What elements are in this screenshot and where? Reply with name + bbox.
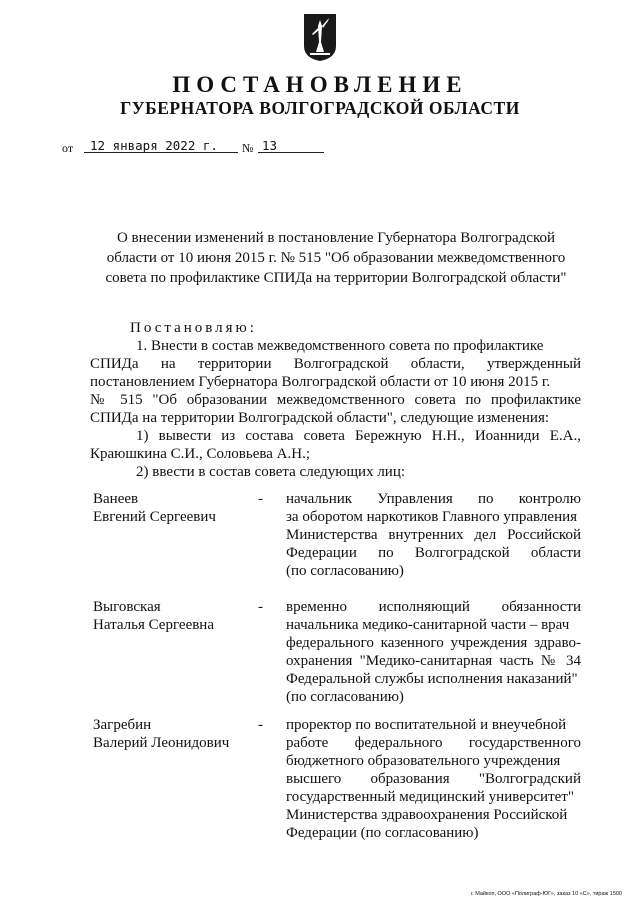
member-name	[93, 490, 253, 526]
document-title: ПОСТАНОВЛЕНИЕ	[172, 72, 468, 97]
document-body	[90, 319, 581, 481]
document-subject	[96, 228, 576, 288]
member-surname: Ванеев	[93, 491, 139, 507]
paragraph-line: СПИДа на территории Волгоградской области, утвержденный	[90, 356, 581, 372]
subject-line: О внесении изменений в постановление Губернатора Волгоградской	[116, 230, 556, 246]
role-line: Министерства внутренних дел Российской	[286, 527, 581, 543]
member-role	[286, 716, 581, 842]
member-given-name: Наталья Сергеевна	[93, 617, 214, 633]
role-line: охранения "Медико-санитарная часть № 34	[286, 653, 581, 669]
role-line: федерального казенного учреждения здраво-	[286, 635, 581, 651]
date-prefix: от	[62, 141, 74, 155]
date-number-line	[62, 138, 362, 158]
role-line: (по согласованию)	[286, 689, 404, 705]
subject-line: области от 10 июня 2015 г. № 515 "Об образовании межведомственного	[106, 250, 566, 266]
member-dash: -	[258, 491, 263, 507]
role-line: Федерации по Волгоградской области	[286, 545, 581, 561]
role-line: временно исполняющий обязанности	[286, 599, 581, 615]
member-role	[286, 490, 581, 580]
role-line: Федерации (по согласованию)	[286, 825, 479, 841]
member-role	[286, 598, 581, 706]
role-line: работе федерального государственного	[286, 735, 581, 751]
role-line: бюджетного образовательного учреждения	[286, 753, 561, 769]
paragraph-line: СПИДа на территории Волгоградской области", следующие изменения:	[90, 410, 550, 426]
member-name	[93, 716, 253, 752]
paragraph-line: 1) вывести из состава совета Бережную Н.Н., Иоанниди Е.А.,	[136, 428, 581, 444]
role-line: начальник Управления по контролю	[286, 491, 581, 507]
member-dash: -	[258, 599, 263, 615]
paragraph-line: Краюшкина С.И., Соловьева А.Н.;	[90, 446, 311, 462]
role-line: (по согласованию)	[286, 563, 404, 579]
member-surname: Выговская	[93, 599, 161, 615]
role-line: Министерства здравоохранения Российской	[286, 807, 568, 823]
role-line: за оборотом наркотиков Главного управления	[286, 509, 578, 525]
document-issuer: ГУБЕРНАТОРА ВОЛГОГРАДСКОЙ ОБЛАСТИ	[120, 98, 520, 118]
paragraph-line: постановлением Губернатора Волгоградской области от 10 июня 2015 г.	[90, 374, 551, 390]
role-line: высшего образования "Волгоградский	[286, 771, 581, 787]
paragraph-line: 2) ввести в состав совета следующих лиц:	[136, 464, 406, 480]
member-surname: Загребин	[93, 717, 152, 733]
paragraph-line: № 515 "Об образовании межведомственного совета по профилактике	[90, 392, 581, 408]
document-number: 13	[258, 138, 324, 153]
document-date: 12 января 2022 г.	[84, 138, 238, 153]
member-given-name: Валерий Леонидович	[93, 735, 230, 751]
role-line: начальника медико-санитарной части – врач	[286, 617, 570, 633]
subject-line: совета по профилактике СПИДа на территории Волгоградской области"	[105, 270, 567, 286]
coat-of-arms-emblem	[302, 12, 338, 62]
member-dash: -	[258, 717, 263, 733]
resolve-heading: Постановляю:	[130, 320, 257, 336]
role-line: государственный медицинский университет"	[286, 789, 574, 805]
role-line: проректор по воспитательной и внеучебной	[286, 717, 567, 733]
member-given-name: Евгений Сергеевич	[93, 509, 216, 525]
role-line: Федеральной службы исполнения наказаний"	[286, 671, 578, 687]
number-prefix: №	[242, 141, 254, 155]
paragraph-line: 1. Внести в состав межведомственного совета по профилактике	[136, 338, 544, 354]
member-name	[93, 598, 253, 634]
printer-imprint: г. Майкоп, ООО «Полиграф-ЮГ», заказ 10 «С», тираж 1500	[470, 891, 622, 897]
